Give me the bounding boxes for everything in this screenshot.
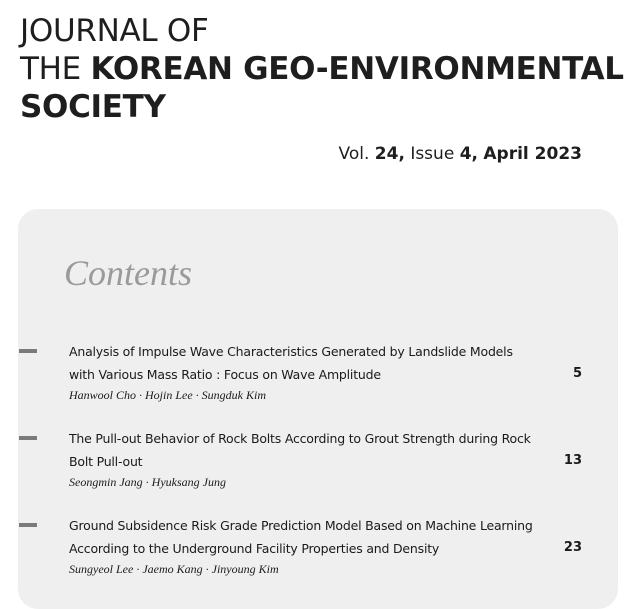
issue-number: 4, <box>459 144 478 164</box>
entry-page-number[interactable]: 23 <box>563 540 582 555</box>
entry-title[interactable]: Analysis of Impulse Wave Characteristics Generated by Landslide Models with Various Mass Ratio : Focus on Wave Amplitude <box>69 344 513 382</box>
entry-authors: Hanwool Cho · Hojin Lee · Sungduk Kim <box>69 388 266 402</box>
journal-title <box>20 12 624 126</box>
volume-label: Vol. <box>338 144 370 164</box>
journal-title-line-2: THE KOREAN GEO-ENVIRONMENTAL <box>20 51 624 87</box>
contents-heading: Contents <box>64 253 193 293</box>
journal-title-line-3: SOCIETY <box>20 89 166 125</box>
entry-page-number[interactable]: 13 <box>563 453 582 468</box>
issue-label: Issue <box>410 144 455 164</box>
entry-marker <box>19 523 37 527</box>
issue-date: April 2023 <box>483 144 582 164</box>
entry-marker <box>19 349 37 353</box>
entry-title[interactable]: The Pull-out Behavior of Rock Bolts According to Grout Strength during Rock Bolt Pull-out <box>69 431 531 469</box>
journal-title-line-1: JOURNAL OF <box>20 13 209 49</box>
issue-info <box>339 144 582 164</box>
entry-title[interactable]: Ground Subsidence Risk Grade Prediction Model Based on Machine Learning According to the Underground Facility Properties and Density <box>69 518 533 556</box>
entry-authors: Sungyeol Lee · Jaemo Kang · Jinyoung Kim <box>69 562 279 576</box>
volume-number: 24, <box>374 144 405 164</box>
entry-marker <box>19 436 37 440</box>
entry-authors: Seongmin Jang · Hyuksang Jung <box>69 475 226 489</box>
entry-page-number[interactable]: 5 <box>572 366 582 381</box>
